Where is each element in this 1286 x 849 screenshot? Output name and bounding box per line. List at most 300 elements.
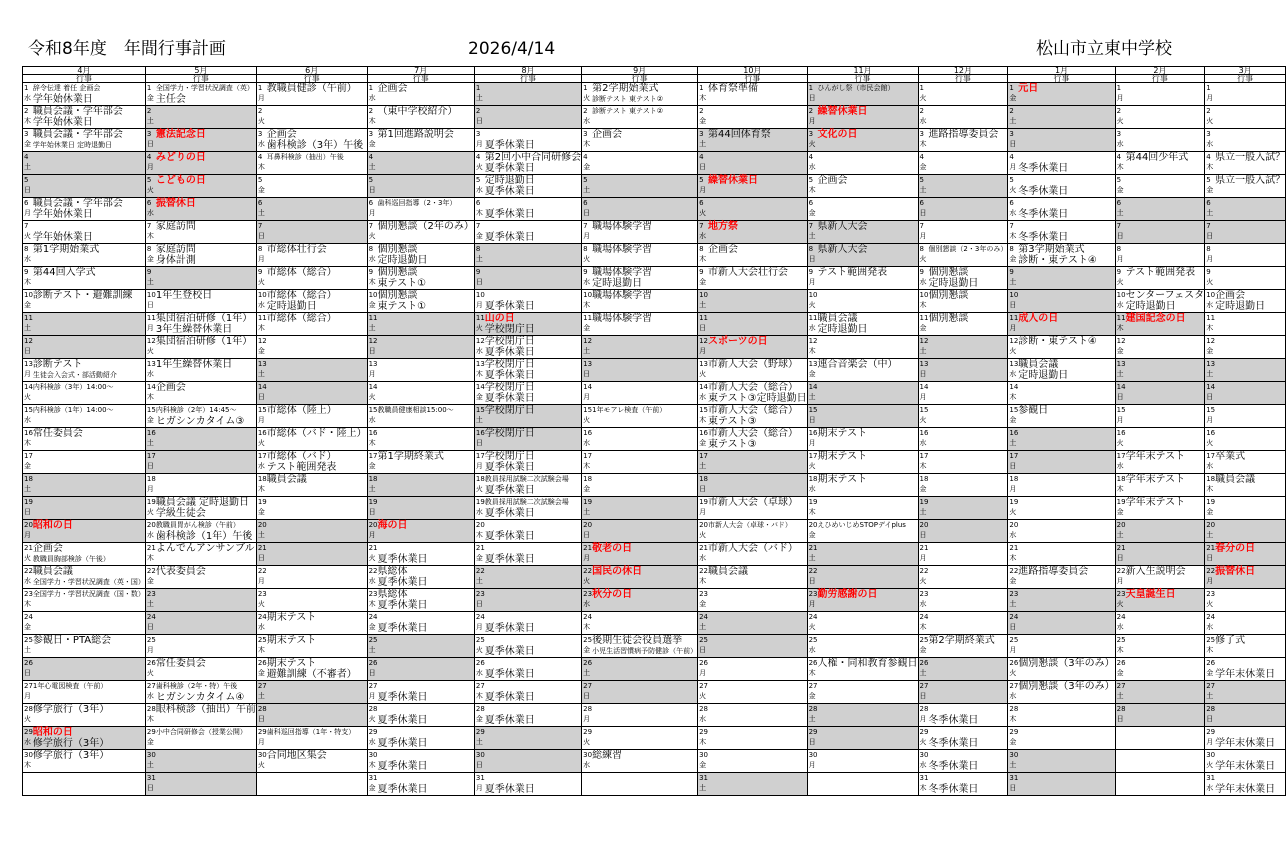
- event-cell: [592, 773, 698, 796]
- day-number: 18: [146, 475, 156, 483]
- day-number: 11: [257, 314, 267, 322]
- event-cell: [1018, 83, 1115, 106]
- event-text: [592, 738, 697, 749]
- weekday: 日: [583, 531, 591, 539]
- event-text: [1018, 290, 1114, 301]
- event-text: 家庭訪問: [155, 244, 196, 255]
- weekday: 水: [808, 646, 816, 654]
- weekday: 土: [257, 370, 265, 378]
- day-cell: [256, 336, 266, 359]
- event-text: [928, 474, 1007, 485]
- event-text: 生徒会入会式・部活動紹介: [32, 371, 117, 379]
- day-cell: [145, 750, 155, 773]
- event-text: [156, 106, 256, 117]
- event-text: 学年始休業日: [32, 117, 93, 128]
- weekday: 火: [146, 347, 154, 355]
- event-text: [1018, 324, 1114, 335]
- day-number: 14: [368, 383, 378, 391]
- event-text: [592, 232, 697, 243]
- event-cell: [378, 750, 475, 773]
- event-text: 学校閉庁日: [484, 451, 535, 462]
- day-cell: [1115, 290, 1125, 313]
- event-text: [378, 370, 474, 381]
- event-cell: [1018, 681, 1115, 704]
- event-text: [1018, 175, 1114, 186]
- day-number: 13: [368, 360, 378, 368]
- day-cell: [807, 474, 817, 497]
- event-text: 企画会: [377, 83, 408, 94]
- day-cell: [582, 612, 592, 635]
- day-cell: [474, 313, 484, 336]
- day-row: [23, 382, 1286, 405]
- day-row: [23, 267, 1286, 290]
- event-text: [592, 301, 697, 312]
- event-text: [1215, 255, 1285, 266]
- event-text: [818, 198, 918, 209]
- day-cell: [918, 566, 928, 589]
- event-cell: [33, 704, 146, 727]
- event-text: [485, 589, 581, 600]
- event-text: 海の日: [377, 520, 408, 531]
- day-cell: [1008, 635, 1018, 658]
- day-number: 30: [919, 751, 929, 759]
- event-cell: [485, 773, 582, 796]
- event-cell: [267, 520, 367, 543]
- day-number: 24: [1116, 613, 1126, 621]
- weekday: 木: [146, 554, 154, 562]
- event-text: 職場体験学習: [592, 267, 653, 278]
- day-number: 1: [368, 84, 374, 92]
- day-cell: [698, 704, 708, 727]
- event-cell: [33, 681, 146, 704]
- event-text: [1215, 129, 1285, 140]
- event-cell: [592, 313, 698, 336]
- day-number: 21: [475, 544, 485, 552]
- day-number: 23: [146, 590, 156, 598]
- day-cell: [807, 658, 817, 681]
- day-cell: [1115, 244, 1125, 267]
- event-text: [156, 600, 256, 611]
- day-cell: [145, 474, 155, 497]
- day-cell: [807, 221, 817, 244]
- day-number: 30: [146, 751, 156, 759]
- day-number: 22: [146, 567, 156, 575]
- day-number: 25: [24, 636, 33, 644]
- event-text: 東テスト①: [377, 301, 427, 312]
- event-text: [1126, 658, 1205, 669]
- event-cell: [1126, 566, 1205, 589]
- weekday: 木: [368, 761, 376, 769]
- event-cell: [485, 543, 582, 566]
- weekday: 金: [699, 439, 707, 447]
- day-cell: [807, 589, 817, 612]
- day-number: 13: [1206, 360, 1216, 368]
- event-cell: [592, 152, 698, 175]
- event-cell: [33, 727, 146, 750]
- weekday: 金: [475, 393, 483, 401]
- day-cell: [698, 290, 708, 313]
- event-text: [818, 497, 918, 508]
- day-number: 17: [808, 452, 818, 460]
- event-text: 小児生活習慣病予防健診（午前）: [592, 647, 698, 655]
- event-cell: [378, 221, 475, 244]
- day-cell: [1115, 612, 1125, 635]
- event-cell: [708, 129, 807, 152]
- day-cell: [474, 612, 484, 635]
- weekday: 火: [1206, 278, 1214, 286]
- event-cell: [1018, 428, 1115, 451]
- day-cell: [23, 566, 33, 589]
- day-row: [23, 198, 1286, 221]
- event-text: [156, 589, 256, 600]
- event-text: [267, 600, 367, 611]
- event-text: [1126, 439, 1205, 450]
- event-cell: [708, 428, 807, 451]
- day-number: 9: [808, 268, 814, 276]
- weekday: 火: [699, 370, 707, 378]
- event-cell: [267, 773, 367, 796]
- weekday: 水: [919, 278, 927, 286]
- event-text: [708, 577, 807, 588]
- day-number: 8: [475, 245, 481, 253]
- day-cell: [367, 497, 377, 520]
- event-text: [1126, 347, 1205, 358]
- day-cell: [256, 129, 266, 152]
- weekday: 木: [808, 508, 816, 516]
- day-cell: [698, 681, 708, 704]
- day-number: 21: [24, 544, 33, 552]
- day-number: 29: [475, 728, 485, 736]
- weekday: 木: [919, 301, 927, 309]
- weekday: 火: [257, 761, 265, 769]
- event-cell: [1018, 198, 1115, 221]
- day-number: 16: [808, 429, 818, 437]
- event-text: [708, 163, 807, 174]
- weekday: 日: [583, 370, 591, 378]
- event-cell: [708, 566, 807, 589]
- day-number: 23: [475, 590, 485, 598]
- event-text: 第44回入学式: [32, 267, 96, 278]
- event-text: 個別懇談: [377, 267, 418, 278]
- event-cell: [485, 198, 582, 221]
- day-number: 30: [699, 751, 709, 759]
- day-number: 11: [808, 314, 818, 322]
- event-text: みどりの日: [155, 152, 206, 163]
- event-text: [708, 612, 807, 623]
- event-text: [708, 589, 807, 600]
- day-cell: [582, 290, 592, 313]
- event-text: 企画会: [32, 543, 63, 554]
- day-cell: [1115, 428, 1125, 451]
- weekday: 水: [24, 94, 31, 102]
- event-column-header: 行事: [807, 75, 918, 83]
- day-number: 16: [475, 429, 485, 437]
- event-text: 夏季休業日: [484, 485, 535, 496]
- day-number: 12: [475, 337, 485, 345]
- weekday: 木: [146, 232, 154, 240]
- event-text: 夏季休業日: [377, 738, 428, 749]
- event-text: [1018, 704, 1114, 715]
- event-cell: [928, 566, 1007, 589]
- event-cell: [1126, 727, 1205, 750]
- event-text: 全国学力・学習状況調査（国・数）: [32, 590, 145, 598]
- event-text: [592, 255, 697, 266]
- event-cell: [818, 405, 919, 428]
- event-cell: [1018, 658, 1115, 681]
- day-cell: [1205, 727, 1215, 750]
- event-text: [378, 313, 474, 324]
- event-text: [1018, 589, 1114, 600]
- event-cell: [1215, 750, 1286, 773]
- weekday: 火: [368, 715, 376, 723]
- day-number: 9: [146, 268, 152, 276]
- day-cell: [582, 313, 592, 336]
- day-number: 26: [699, 659, 709, 667]
- day-number: 27: [919, 682, 929, 690]
- day-number: 12: [583, 337, 593, 345]
- event-text: [1215, 497, 1285, 508]
- day-number: 15: [146, 406, 156, 414]
- event-text: 冬季休業日: [1018, 232, 1069, 243]
- weekday: 火: [1116, 278, 1124, 286]
- event-text: 学校閉庁日: [484, 324, 535, 335]
- event-cell: [928, 428, 1007, 451]
- weekday: 水: [583, 278, 591, 286]
- weekday: 火: [1206, 439, 1214, 447]
- event-cell: [592, 727, 698, 750]
- weekday: 火: [146, 508, 154, 516]
- event-cell: [156, 175, 257, 198]
- day-number: 31: [1009, 774, 1019, 782]
- day-cell: [1115, 658, 1125, 681]
- weekday: 火: [1009, 669, 1017, 677]
- day-number: 28: [24, 705, 33, 713]
- day-cell: [474, 658, 484, 681]
- event-text: [1018, 451, 1114, 462]
- event-text: 第2学期始業式: [592, 83, 659, 94]
- weekday: 木: [808, 186, 816, 194]
- event-text: [33, 336, 145, 347]
- event-cell: [485, 520, 582, 543]
- event-cell: [1215, 198, 1286, 221]
- weekday: 土: [808, 715, 816, 723]
- event-text: 定時退勤日: [484, 175, 535, 186]
- event-cell: [378, 543, 475, 566]
- event-cell: [156, 405, 257, 428]
- weekday: 木: [583, 301, 591, 309]
- event-cell: [485, 635, 582, 658]
- day-number: 31: [146, 774, 156, 782]
- weekday: 日: [808, 416, 816, 424]
- event-text: 学年始休業日 定時退勤日: [32, 141, 113, 149]
- day-cell: [256, 727, 266, 750]
- event-text: [33, 715, 145, 726]
- event-text: 学年始休業日: [32, 232, 93, 243]
- event-cell: [378, 129, 475, 152]
- day-number: 10: [257, 291, 267, 299]
- day-number: 9: [257, 268, 263, 276]
- day-number: 16: [368, 429, 378, 437]
- event-text: [1018, 784, 1114, 795]
- day-cell: [1205, 336, 1215, 359]
- day-number: 24: [1206, 613, 1216, 621]
- day-cell: [367, 474, 377, 497]
- weekday: 金: [1206, 508, 1214, 516]
- event-text: 身体計測: [155, 255, 196, 266]
- event-text: [1126, 94, 1205, 105]
- event-text: [485, 658, 581, 669]
- event-cell: [592, 359, 698, 382]
- event-cell: [818, 267, 919, 290]
- day-row: [23, 589, 1286, 612]
- event-cell: [267, 106, 367, 129]
- event-text: 全国学力・学習状況調査（英・国）: [32, 578, 145, 586]
- weekday: 土: [1009, 600, 1017, 608]
- event-cell: [928, 635, 1007, 658]
- day-cell: [256, 175, 266, 198]
- event-cell: [928, 106, 1007, 129]
- weekday: 水: [257, 301, 265, 309]
- event-cell: [156, 83, 257, 106]
- event-column-header: 行事: [23, 75, 146, 83]
- month-header: 5月: [145, 67, 256, 75]
- day-cell: [1008, 497, 1018, 520]
- month-header: 6月: [256, 67, 367, 75]
- day-cell: [23, 681, 33, 704]
- weekday: 日: [1206, 715, 1214, 723]
- event-cell: [1018, 382, 1115, 405]
- event-cell: [818, 566, 919, 589]
- event-text: [485, 566, 581, 577]
- day-number: 5: [583, 176, 588, 184]
- event-text: [818, 669, 918, 680]
- day-number: 18: [583, 475, 593, 483]
- day-number: 17: [24, 452, 33, 460]
- weekday: 火: [699, 209, 707, 217]
- event-cell: [33, 106, 146, 129]
- weekday: 木: [475, 692, 483, 700]
- event-text: [708, 738, 807, 749]
- day-cell: [1115, 83, 1125, 106]
- day-number: 19: [475, 498, 485, 506]
- day-number: 12: [257, 337, 267, 345]
- day-cell: [698, 129, 708, 152]
- event-text: [1215, 106, 1285, 117]
- day-number: 6: [146, 199, 152, 207]
- day-number: 24: [583, 613, 593, 621]
- event-text: [1215, 658, 1285, 669]
- day-number: 3: [1009, 130, 1014, 138]
- event-cell: [708, 612, 807, 635]
- day-cell: [256, 704, 266, 727]
- weekday: 火: [257, 600, 265, 608]
- event-text: 職場体験学習: [592, 290, 653, 301]
- day-cell: [807, 83, 817, 106]
- event-text: [818, 382, 918, 393]
- event-text: [267, 393, 367, 404]
- day-cell: [807, 704, 817, 727]
- day-cell: [918, 474, 928, 497]
- weekday: 火: [583, 255, 591, 263]
- event-text: 学年末テスト: [1125, 497, 1186, 508]
- event-text: [156, 278, 256, 289]
- weekday: 土: [1116, 692, 1124, 700]
- day-cell: [582, 658, 592, 681]
- event-cell: [1215, 497, 1286, 520]
- event-cell: [378, 405, 475, 428]
- day-cell: [474, 474, 484, 497]
- event-text: 教職員胸部検診（午後）: [32, 555, 110, 563]
- event-text: [1215, 140, 1285, 151]
- day-number: 25: [699, 636, 709, 644]
- event-text: [1018, 439, 1114, 450]
- event-cell: [1215, 336, 1286, 359]
- event-text: [156, 451, 256, 462]
- event-text: 学校閉庁日: [484, 382, 535, 393]
- day-cell: [1115, 221, 1125, 244]
- event-cell: [708, 635, 807, 658]
- day-cell: [23, 543, 33, 566]
- day-number: 13: [1116, 360, 1126, 368]
- day-cell: [698, 405, 708, 428]
- weekday: 木: [368, 439, 376, 447]
- day-row: [23, 612, 1286, 635]
- event-text: [33, 163, 145, 174]
- day-cell: [1205, 290, 1215, 313]
- day-number: 24: [1009, 613, 1019, 621]
- day-cell: [367, 244, 377, 267]
- day-cell: [145, 405, 155, 428]
- event-text: [928, 416, 1007, 427]
- event-cell: [708, 451, 807, 474]
- weekday: 金: [475, 715, 483, 723]
- weekday: 水: [257, 140, 265, 148]
- event-text: 学年始休業日: [32, 94, 93, 105]
- event-text: [33, 301, 145, 312]
- event-text: [33, 497, 145, 508]
- event-text: [1018, 612, 1114, 623]
- event-cell: [156, 382, 257, 405]
- day-cell: [256, 244, 266, 267]
- event-cell: [378, 520, 475, 543]
- event-cell: [485, 451, 582, 474]
- weekday: 日: [1009, 140, 1017, 148]
- weekday: 月: [919, 232, 927, 240]
- weekday: 金: [1009, 738, 1017, 746]
- event-cell: [818, 451, 919, 474]
- day-cell: [1205, 750, 1215, 773]
- day-number: 4: [1206, 153, 1211, 161]
- day-number: 3: [257, 130, 263, 138]
- day-number: 18: [699, 475, 709, 483]
- day-number: 13: [146, 360, 156, 368]
- day-cell: [582, 106, 592, 129]
- day-cell: [23, 83, 33, 106]
- event-cell: [1018, 175, 1115, 198]
- event-text: [708, 186, 807, 197]
- day-number: 19: [368, 498, 378, 506]
- event-text: [33, 623, 145, 634]
- event-cell: [928, 221, 1007, 244]
- event-text: 昭和の日: [32, 727, 73, 738]
- weekday: 水: [475, 347, 483, 355]
- event-text: [378, 175, 474, 186]
- day-cell: [698, 635, 708, 658]
- event-text: 個別懇談（3年のみ）: [1018, 658, 1115, 669]
- day-number: 22: [475, 567, 485, 575]
- day-number: 29: [583, 728, 593, 736]
- event-cell: [267, 750, 367, 773]
